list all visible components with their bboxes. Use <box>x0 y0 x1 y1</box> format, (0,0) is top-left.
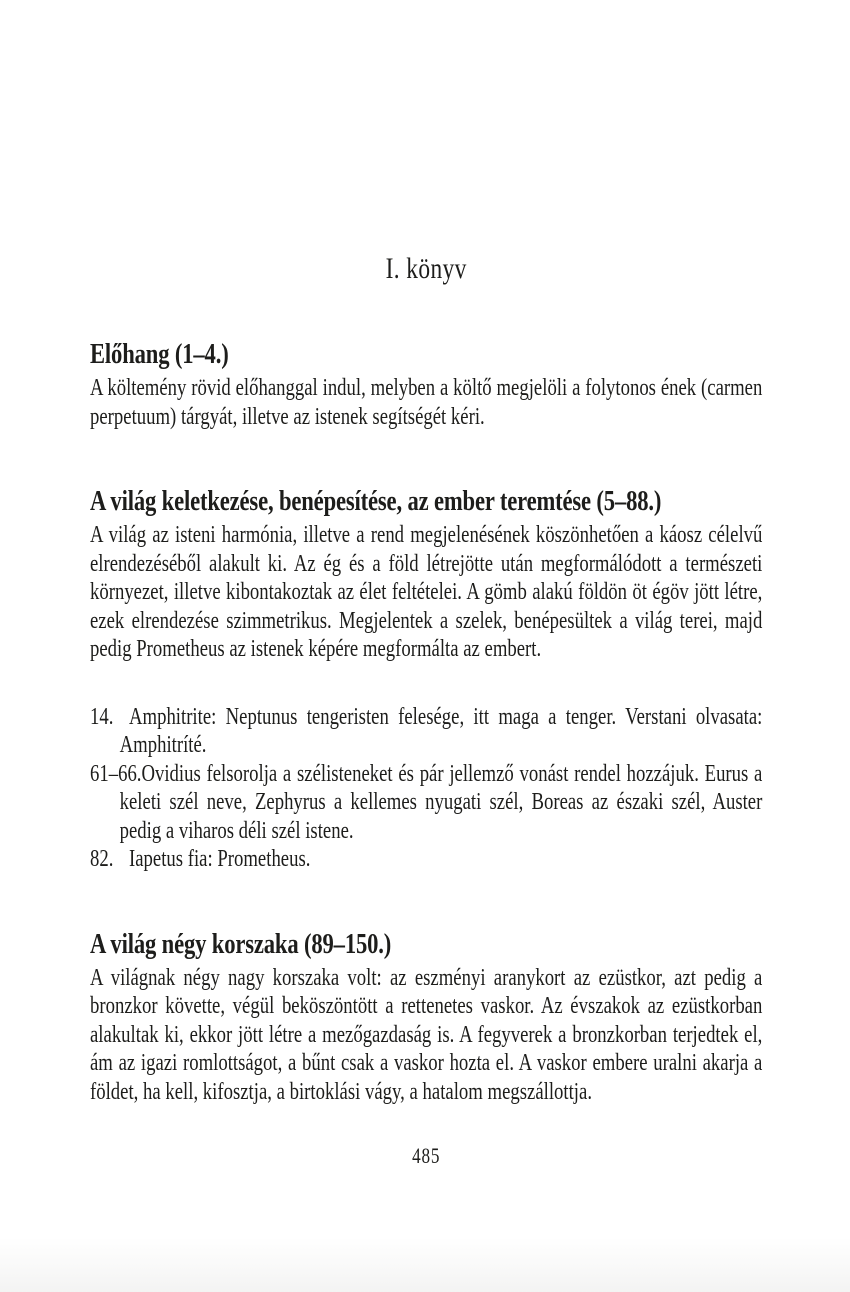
section-negy-korszak <box>90 928 762 1107</box>
note-item <box>90 760 762 846</box>
section-summary: A költemény rövid előhanggal indul, melyben a költő megjelöli a folytonos ének (carmen perpetuum) tárgyát, illetve az istenek segítségét kéri. <box>90 375 763 430</box>
note-line-number: 14. <box>90 703 114 730</box>
page-bottom-shadow <box>0 1237 850 1292</box>
chapter-title: I. könyv <box>385 252 467 285</box>
section-summary: A világnak négy nagy korszaka volt: az eszményi aranykort az ezüstkor, azt pedig a bronzkor követte, végül beköszöntött a rettenetes vaskor. Az évszakok az ezüstkorban alakultak ki, ekkor jött létre a mezőgazdaság is. A fegyverek a bronzkorban terjedtek el, ám az igazi romlottságot, a bűnt csak a vaskor hozta el. A vaskor embere uralni akarja a földet, ha kell, kifosztja, a birtoklási vágy, a hatalom megszállottja. <box>90 964 763 1105</box>
text-block <box>90 0 762 1169</box>
section-summary: A világ az isteni harmónia, illetve a rend megjelenésének köszönhetően a káosz célelvű elrendezéséből alakult ki. Az ég és a föld létrejötte után megformálódott a természeti környezet, illetve kibontakoztak az élet feltételei. A gömb alakú földön öt égöv jött létre, ezek elrendezése szimmetrikus. Megjelentek a szelek, benépesültek a világ terei, majd pedig Prometheus az istenek képére megformálta az embert. <box>90 522 763 662</box>
note-line-number: 61–66. <box>90 760 142 787</box>
note-item <box>90 703 762 760</box>
section-heading: A világ négy korszaka (89–150.) <box>90 927 392 960</box>
page-number: 485 <box>412 1143 441 1168</box>
section-heading: A világ keletkezése, benépesítése, az ember teremtése (5–88.) <box>90 485 662 517</box>
section-heading: Előhang (1–4.) <box>90 338 229 370</box>
note-text: Amphitrite: Neptunus tengeristen felesége, itt maga a tenger. Verstani olvasata: Amphitríté. <box>119 703 763 758</box>
notes-list <box>90 703 762 874</box>
note-item <box>90 845 762 874</box>
section-vilag-keletkezese <box>90 485 762 874</box>
section-elohang <box>90 338 762 431</box>
note-text: Iapetus fia: Prometheus. <box>129 846 311 872</box>
note-line-number: 82. <box>90 846 114 872</box>
note-text: Ovidius felsorolja a szélisteneket és pár jellemző vonást rendel hozzájuk. Eurus a keleti szél neve, Zephyrus a kellemes nyugati szél, Boreas az északi szél, Auster pedig a viharos déli szél istene. <box>119 760 763 844</box>
